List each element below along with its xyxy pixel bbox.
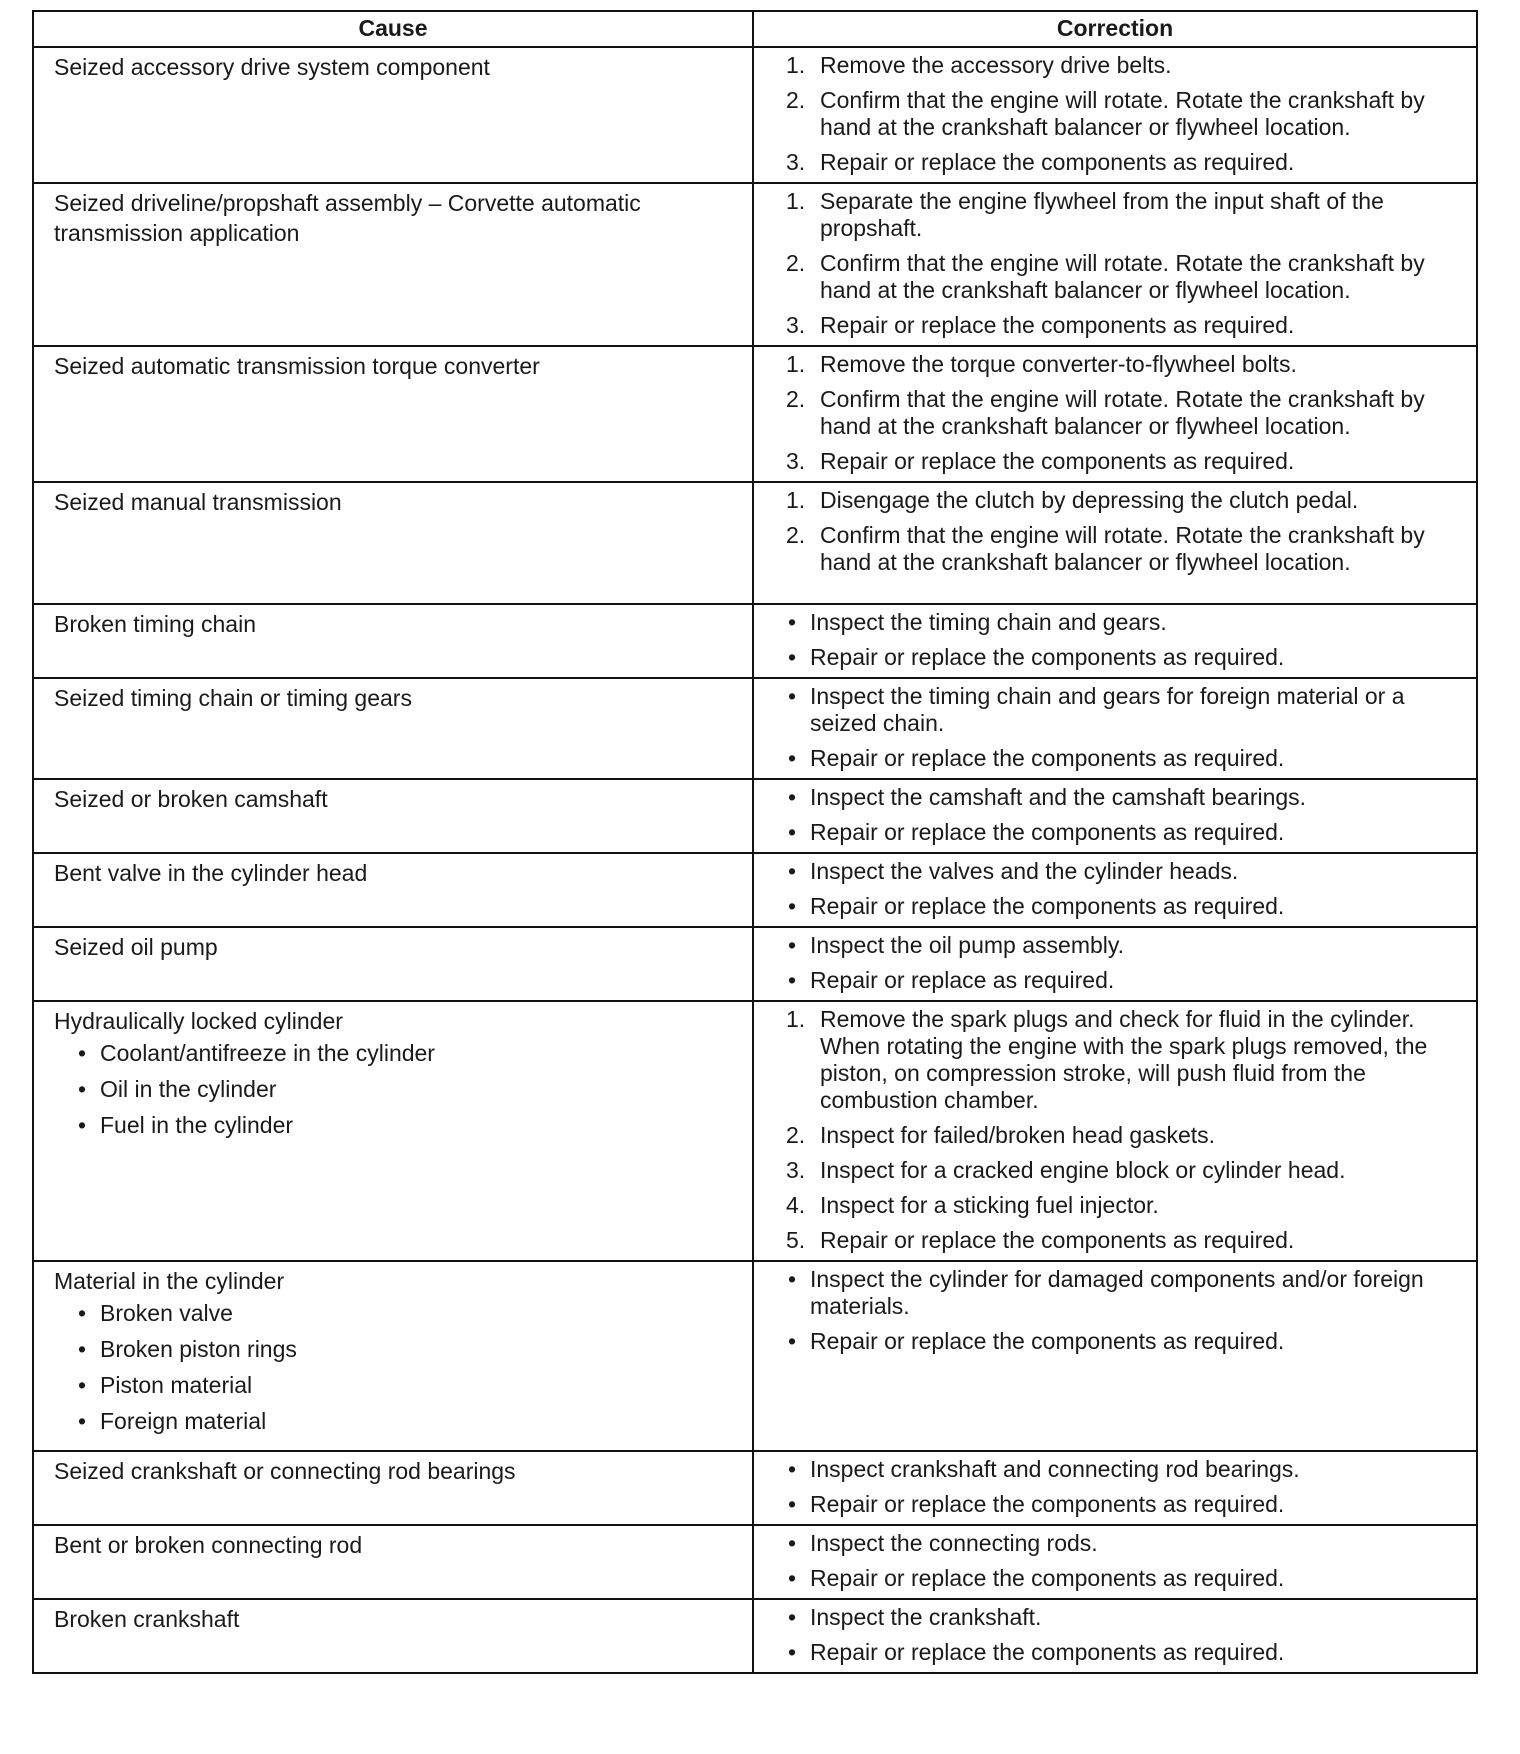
correction-step: [786, 522, 1466, 576]
correction-bullet: [786, 1266, 1466, 1320]
correction-text: Remove the accessory drive belts.: [820, 52, 1172, 78]
correction-text: Repair or replace the components as required.: [820, 312, 1295, 338]
correction-cell: [753, 604, 1477, 678]
correction-step: [786, 1227, 1466, 1254]
cause-cell: [33, 853, 753, 927]
correction-bullets: [786, 609, 1466, 671]
correction-cell: [753, 482, 1477, 604]
cause-text: Seized driveline/propshaft assembly – Corvette automatic transmission application: [54, 190, 641, 246]
cause-text: Broken crankshaft: [54, 1606, 240, 1632]
correction-text: Inspect the crankshaft.: [810, 1604, 1042, 1630]
correction-step: [786, 312, 1466, 339]
bullet-marker: •: [788, 1328, 797, 1354]
correction-bullet: [786, 932, 1466, 959]
cause-cell: [33, 1001, 753, 1261]
correction-bullet: [786, 858, 1466, 885]
correction-text: Disengage the clutch by depressing the clutch pedal.: [820, 487, 1359, 513]
cause-text: Seized or broken camshaft: [54, 786, 328, 812]
table-row: [33, 1261, 1477, 1451]
bullet-marker: •: [788, 1530, 797, 1556]
correction-text: Repair or replace the components as required.: [810, 1639, 1285, 1665]
cause-cell: [33, 1599, 753, 1673]
correction-step: [786, 52, 1466, 79]
bullet-marker: •: [788, 932, 797, 958]
diagnostic-table-sheet: [32, 10, 1476, 1674]
bullet-marker: •: [788, 1639, 797, 1665]
correction-cell: [753, 1451, 1477, 1525]
correction-text: Inspect crankshaft and connecting rod bearings.: [810, 1456, 1300, 1482]
table-row: [33, 678, 1477, 779]
correction-text: Repair or replace the components as required.: [810, 819, 1285, 845]
correction-cell: [753, 47, 1477, 183]
table-row: [33, 927, 1477, 1001]
correction-step: [786, 1006, 1466, 1114]
correction-bullet: [786, 1491, 1466, 1518]
correction-text: Repair or replace the components as required.: [810, 1565, 1285, 1591]
bullet-marker: •: [788, 1491, 797, 1517]
cause-sub-item: • Broken valve: [78, 1300, 742, 1326]
correction-bullet: [786, 1604, 1466, 1631]
bullet-marker: •: [788, 1565, 797, 1591]
cause-cell: [33, 678, 753, 779]
correction-bullet: [786, 683, 1466, 737]
table-row: [33, 604, 1477, 678]
cause-sub-item: • Broken piston rings: [78, 1336, 742, 1362]
correction-bullet: [786, 644, 1466, 671]
correction-text: Repair or replace the components as required.: [820, 448, 1295, 474]
cause-sub-item: • Foreign material: [78, 1408, 742, 1434]
correction-bullets: [786, 1530, 1466, 1592]
cause-text: Seized manual transmission: [54, 489, 342, 515]
cause-sub-item: • Coolant/antifreeze in the cylinder: [78, 1040, 742, 1066]
correction-bullet: [786, 745, 1466, 772]
correction-bullet: [786, 1565, 1466, 1592]
correction-text: Repair or replace the components as required.: [810, 644, 1285, 670]
table-row: [33, 1451, 1477, 1525]
correction-bullet: [786, 1456, 1466, 1483]
correction-step: [786, 87, 1466, 141]
cause-sub-item: • Piston material: [78, 1372, 742, 1398]
step-number: 1.: [786, 52, 806, 78]
bullet-marker: •: [788, 893, 797, 919]
correction-step: [786, 188, 1466, 242]
cause-cell: [33, 47, 753, 183]
correction-step: [786, 250, 1466, 304]
cause-cell: [33, 1525, 753, 1599]
correction-cell: [753, 853, 1477, 927]
step-number: 5.: [786, 1227, 806, 1253]
cause-text: Material in the cylinder: [54, 1268, 285, 1294]
correction-step: [786, 487, 1466, 514]
step-number: 2.: [786, 1122, 806, 1148]
correction-steps: [786, 188, 1466, 339]
correction-text: Inspect for a sticking fuel injector.: [820, 1192, 1159, 1218]
cause-cell: [33, 604, 753, 678]
correction-cell: [753, 1261, 1477, 1451]
correction-text: Confirm that the engine will rotate. Rotate the crankshaft by hand at the crankshaft balancer or flywheel location.: [820, 87, 1425, 140]
correction-text: Confirm that the engine will rotate. Rotate the crankshaft by hand at the crankshaft balancer or flywheel location.: [820, 522, 1425, 575]
cause-sub-item: • Oil in the cylinder: [78, 1076, 742, 1102]
cause-cell: [33, 482, 753, 604]
step-number: 1.: [786, 188, 806, 214]
correction-step: [786, 351, 1466, 378]
correction-text: Inspect the cylinder for damaged components and/or foreign materials.: [810, 1266, 1424, 1319]
cause-sub-list: [54, 1040, 742, 1138]
correction-text: Inspect the oil pump assembly.: [810, 932, 1125, 958]
bullet-marker: •: [788, 858, 797, 884]
step-number: 3.: [786, 1157, 806, 1183]
correction-step: [786, 448, 1466, 475]
correction-bullet: [786, 819, 1466, 846]
cause-text: Hydraulically locked cylinder: [54, 1008, 343, 1034]
correction-bullet: [786, 1530, 1466, 1557]
correction-steps: [786, 487, 1466, 576]
correction-text: Confirm that the engine will rotate. Rotate the crankshaft by hand at the crankshaft balancer or flywheel location.: [820, 250, 1425, 303]
correction-cell: [753, 346, 1477, 482]
step-number: 3.: [786, 448, 806, 474]
cause-sub-list: [54, 1300, 742, 1434]
step-number: 2.: [786, 386, 806, 412]
correction-steps: [786, 52, 1466, 176]
correction-cell: [753, 678, 1477, 779]
correction-bullet: [786, 784, 1466, 811]
correction-text: Remove the spark plugs and check for fluid in the cylinder. When rotating the engine with the spark plugs removed, the piston, on compression stroke, will push fluid from the combustion chamber.: [820, 1006, 1428, 1113]
step-number: 2.: [786, 250, 806, 276]
table-header-row: [33, 11, 1477, 47]
step-number: 1.: [786, 487, 806, 513]
cause-text: Seized timing chain or timing gears: [54, 685, 412, 711]
correction-steps: [786, 351, 1466, 475]
correction-text: Repair or replace the components as required.: [810, 1328, 1285, 1354]
cause-cell: [33, 1261, 753, 1451]
correction-text: Repair or replace the components as required.: [820, 1227, 1295, 1253]
table-row: [33, 482, 1477, 604]
table-row: [33, 853, 1477, 927]
step-number: 4.: [786, 1192, 806, 1218]
correction-bullets: [786, 858, 1466, 920]
bullet-marker: •: [788, 644, 797, 670]
bullet-marker: •: [788, 967, 797, 993]
cause-text: Seized crankshaft or connecting rod bearings: [54, 1458, 516, 1484]
bullet-marker: •: [788, 745, 797, 771]
correction-text: Inspect the timing chain and gears.: [810, 609, 1167, 635]
correction-text: Inspect for failed/broken head gaskets.: [820, 1122, 1216, 1148]
cause-sub-item: • Fuel in the cylinder: [78, 1112, 742, 1138]
correction-cell: [753, 927, 1477, 1001]
correction-text: Inspect for a cracked engine block or cylinder head.: [820, 1157, 1346, 1183]
table-row: [33, 346, 1477, 482]
correction-text: Inspect the valves and the cylinder heads.: [810, 858, 1239, 884]
step-number: 2.: [786, 522, 806, 548]
bullet-marker: •: [788, 1456, 797, 1482]
correction-text: Repair or replace the components as required.: [820, 149, 1295, 175]
correction-bullet: [786, 609, 1466, 636]
correction-step: [786, 386, 1466, 440]
cause-cell: [33, 927, 753, 1001]
correction-text: Confirm that the engine will rotate. Rotate the crankshaft by hand at the crankshaft balancer or flywheel location.: [820, 386, 1425, 439]
bullet-marker: •: [788, 784, 797, 810]
step-number: 3.: [786, 149, 806, 175]
table-row: [33, 1001, 1477, 1261]
table-row: [33, 1599, 1477, 1673]
cause-correction-table: [32, 10, 1478, 1674]
step-number: 3.: [786, 312, 806, 338]
cause-text: Bent or broken connecting rod: [54, 1532, 363, 1558]
cause-cell: [33, 346, 753, 482]
correction-text: Repair or replace as required.: [810, 967, 1115, 993]
table-row: [33, 47, 1477, 183]
correction-column-header: Correction: [753, 11, 1477, 47]
correction-bullets: [786, 1604, 1466, 1666]
cause-text: Broken timing chain: [54, 611, 256, 637]
correction-text: Remove the torque converter-to-flywheel bolts.: [820, 351, 1297, 377]
correction-steps: [786, 1006, 1466, 1254]
correction-bullet: [786, 1328, 1466, 1355]
correction-text: Inspect the camshaft and the camshaft bearings.: [810, 784, 1307, 810]
correction-step: [786, 149, 1466, 176]
correction-bullets: [786, 683, 1466, 772]
cause-column-header: Cause: [33, 11, 753, 47]
step-number: 1.: [786, 1006, 806, 1032]
correction-cell: [753, 183, 1477, 346]
table-body: [33, 47, 1477, 1673]
correction-text: Inspect the connecting rods.: [810, 1530, 1098, 1556]
correction-cell: [753, 1599, 1477, 1673]
bullet-marker: •: [788, 683, 797, 709]
table-row: [33, 779, 1477, 853]
bullet-marker: •: [788, 609, 797, 635]
step-number: 2.: [786, 87, 806, 113]
correction-text: Repair or replace the components as required.: [810, 1491, 1285, 1517]
correction-step: [786, 1122, 1466, 1149]
cause-cell: [33, 779, 753, 853]
correction-bullet: [786, 893, 1466, 920]
correction-text: Repair or replace the components as required.: [810, 745, 1285, 771]
cause-text: Seized automatic transmission torque converter: [54, 353, 540, 379]
correction-step: [786, 1192, 1466, 1219]
cause-text: Seized accessory drive system component: [54, 54, 490, 80]
correction-bullets: [786, 1266, 1466, 1355]
correction-bullet: [786, 1639, 1466, 1666]
correction-bullet: [786, 967, 1466, 994]
cause-text: Seized oil pump: [54, 934, 218, 960]
cause-cell: [33, 1451, 753, 1525]
correction-bullets: [786, 932, 1466, 994]
correction-bullets: [786, 1456, 1466, 1518]
bullet-marker: •: [788, 1266, 797, 1292]
correction-bullets: [786, 784, 1466, 846]
correction-step: [786, 1157, 1466, 1184]
cause-text: Bent valve in the cylinder head: [54, 860, 368, 886]
table-row: [33, 1525, 1477, 1599]
correction-text: Separate the engine flywheel from the input shaft of the propshaft.: [820, 188, 1384, 241]
correction-text: Inspect the timing chain and gears for foreign material or a seized chain.: [810, 683, 1405, 736]
correction-cell: [753, 779, 1477, 853]
correction-cell: [753, 1525, 1477, 1599]
cause-cell: [33, 183, 753, 346]
correction-text: Repair or replace the components as required.: [810, 893, 1285, 919]
bullet-marker: •: [788, 819, 797, 845]
step-number: 1.: [786, 351, 806, 377]
table-row: [33, 183, 1477, 346]
bullet-marker: •: [788, 1604, 797, 1630]
correction-cell: [753, 1001, 1477, 1261]
